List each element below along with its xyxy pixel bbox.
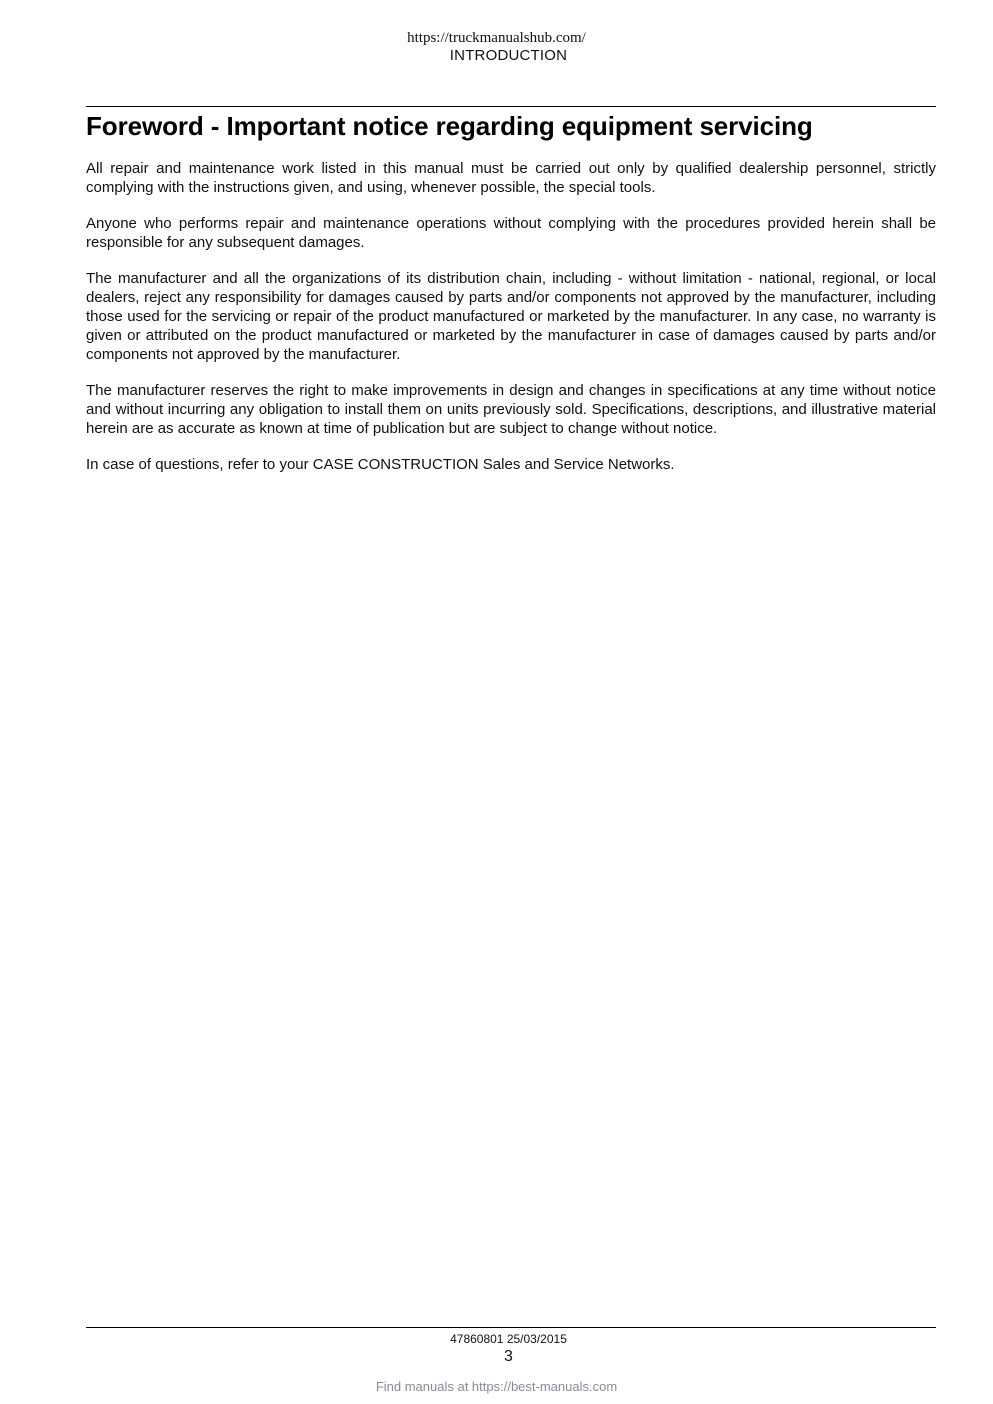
bottom-divider bbox=[86, 1327, 936, 1328]
page-title: Foreword - Important notice regarding equipment servicing bbox=[86, 111, 813, 141]
paragraph-qualified-personnel: All repair and maintenance work listed in this manual must be carried out only by qualified dealership personnel, strictly complying with the instructions given, and using, whenever possible, the special tools. bbox=[86, 160, 936, 196]
paragraph-contact-network: In case of questions, refer to your CASE CONSTRUCTION Sales and Service Networks. bbox=[86, 456, 675, 473]
paragraph-improvements-notice: The manufacturer reserves the right to make improvements in design and changes in specifications at any time without notice and without incurring any obligation to install them on units previously sold. Specifications, descriptions, and illustrative material herein are as accurate as known at time of publication but are subject to change without notice. bbox=[86, 382, 936, 437]
page-number: 3 bbox=[504, 1348, 513, 1365]
document-body bbox=[86, 109, 936, 491]
section-label: INTRODUCTION bbox=[449, 47, 568, 64]
top-divider bbox=[86, 106, 936, 107]
paragraph-liability-disclaimer: The manufacturer and all the organizations of its distribution chain, including - without limitation - national, regional, or local dealers, reject any responsibility for damages caused by parts and/or components not approved by the manufacturer, including those used for the servicing or repair of the product manufactured or marketed by the manufacturer. In any case, no warranty is given or attributed on the product manufactured or marketed by the manufacturer in case of damages caused by parts and/or components not approved by the manufacturer. bbox=[86, 270, 936, 363]
paragraph-responsibility: Anyone who performs repair and maintenance operations without complying with the procedures provided herein shall be responsible for any subsequent damages. bbox=[86, 215, 936, 251]
source-url[interactable]: https://truckmanualshub.com/ bbox=[407, 30, 586, 46]
footer-manuals-link[interactable]: Find manuals at https://best-manuals.com bbox=[375, 1379, 618, 1394]
document-reference: 47860801 25/03/2015 bbox=[450, 1332, 567, 1346]
